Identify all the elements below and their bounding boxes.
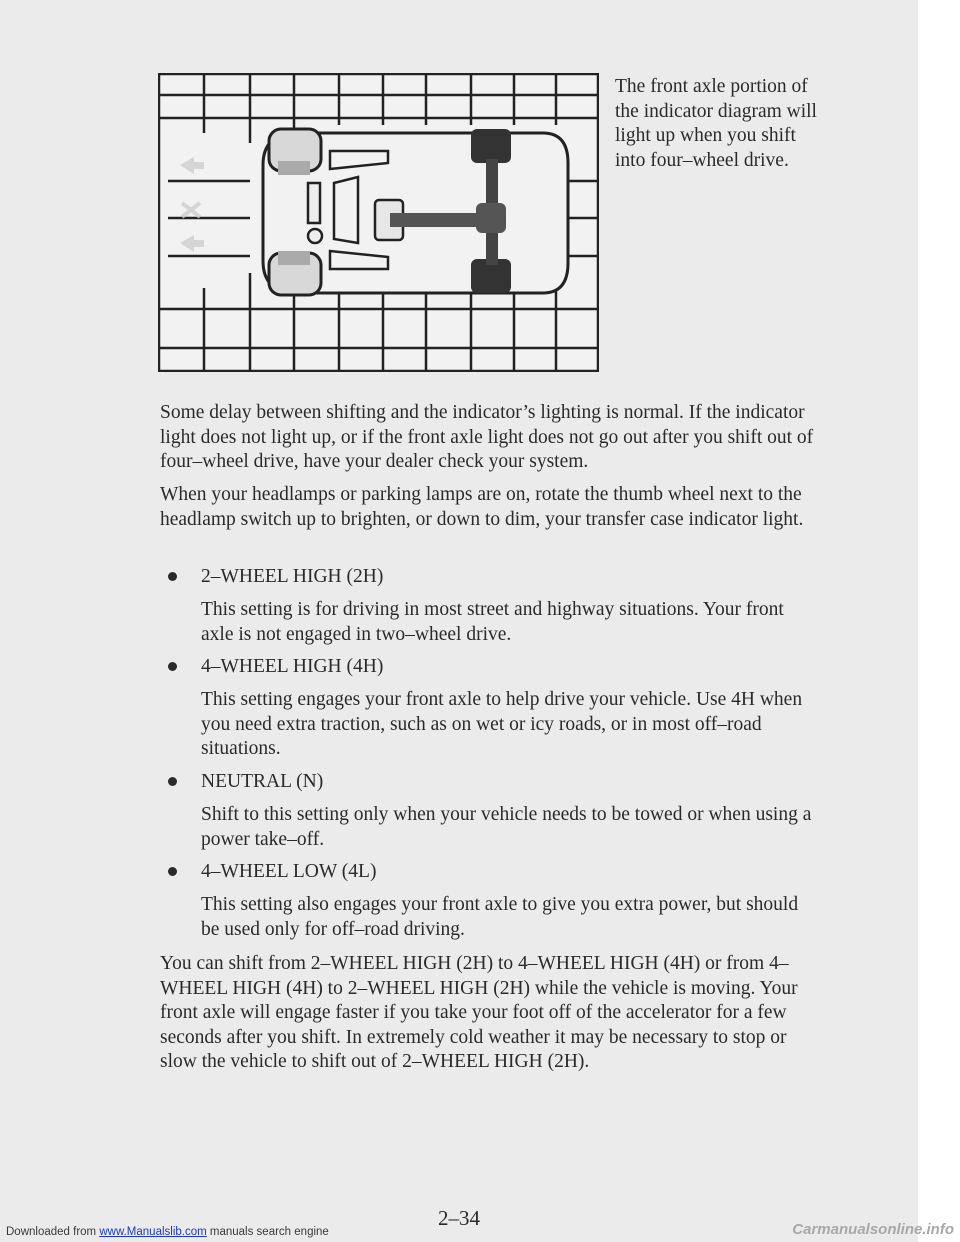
bullet-icon [168, 572, 177, 581]
shifting-paragraph: You can shift from 2–WHEEL HIGH (2H) to 4–WHEEL HIGH (4H) or from 4–WHEEL HIGH (4H) to 2–WHEEL HIGH (2H) while the vehicle is moving. Your front axle will engage faster if you take your foot off of the accelerator for a few seconds after you shift. In extremely cold weather it may be necessary to stop or slow the vehicle to shift out of 2–WHEEL HIGH (2H). [160, 953, 798, 1072]
bullet-icon [168, 867, 177, 876]
transfer-case-indicator-diagram [158, 73, 599, 372]
setting-title: 2–WHEEL HIGH (2H) [201, 566, 384, 587]
setting-title: 4–WHEEL HIGH (4H) [201, 656, 384, 677]
watermark-text: Carmanualsonline.info [792, 1221, 954, 1238]
footer-suffix: manuals search engine [206, 1226, 329, 1238]
bullet-icon [168, 662, 177, 671]
setting-title: 4–WHEEL LOW (4L) [201, 861, 377, 882]
setting-description: This setting also engages your front axle to give you extra power, but should be used only for off–road driving. [201, 894, 799, 940]
brightness-paragraph: When your headlamps or parking lamps are on, rotate the thumb wheel next to the headlamp switch up to brighten, or down to dim, your transfer case indicator light. [160, 484, 804, 530]
bullet-icon [168, 777, 177, 786]
setting-description: This setting engages your front axle to help drive your vehicle. Use 4H when you need extra traction, such as on wet or icy roads, or in most off–road situations. [201, 689, 803, 759]
setting-title: NEUTRAL (N) [201, 771, 324, 792]
setting-description: This setting is for driving in most street and highway situations. Your front axle is not engaged in two–wheel drive. [201, 599, 784, 645]
download-footer [6, 1226, 329, 1238]
diagram-side-note: The front axle portion of the indicator diagram will light up when you shift into four–wheel drive. [615, 76, 817, 171]
manualslib-link[interactable]: www.Manualslib.com [99, 1226, 207, 1238]
footer-prefix: Downloaded from [6, 1226, 100, 1238]
page-number: 2–34 [438, 1206, 480, 1230]
delay-paragraph: Some delay between shifting and the indicator’s lighting is normal. If the indicator light does not light up, or if the front axle light does not go out after you shift out of four–wheel drive, have your dealer check your system. [160, 402, 814, 472]
setting-description: Shift to this setting only when your vehicle needs to be towed or when using a power take–off. [201, 804, 812, 850]
